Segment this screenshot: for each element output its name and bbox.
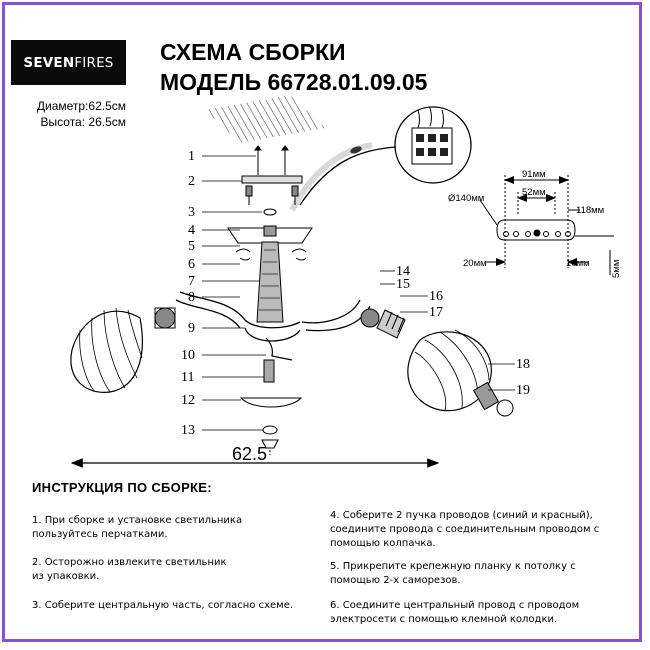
callout-9: 9 bbox=[188, 321, 195, 336]
callout-2: 2 bbox=[188, 174, 195, 189]
ceiling-hatch bbox=[205, 95, 325, 143]
right-shade bbox=[361, 309, 513, 416]
plate-width-91: 91мм bbox=[522, 169, 546, 180]
instruction-step-5: 5. Прикрепите крепежную планку к потолку с помощью 2-х саморезов. bbox=[330, 561, 576, 586]
callout-10: 10 bbox=[181, 348, 195, 363]
callout-11: 11 bbox=[181, 370, 195, 385]
callout-leaders-left bbox=[202, 156, 266, 430]
mounting-plate-detail bbox=[480, 175, 614, 275]
diameter-text: Диаметр:62.5см bbox=[36, 99, 126, 113]
callout-7: 7 bbox=[188, 274, 195, 289]
brand-logo-thin: FIRES bbox=[74, 54, 114, 71]
callout-8: 8 bbox=[188, 290, 195, 305]
callout-5: 5 bbox=[188, 239, 195, 254]
callout-6: 6 bbox=[188, 257, 195, 272]
instruction-step-2: 2. Осторожно извлеките светильник из упаковки. bbox=[32, 557, 227, 582]
height-text: Высота: 26.5см bbox=[40, 115, 126, 129]
center-lower-parts bbox=[241, 338, 301, 455]
callout-3: 3 bbox=[188, 205, 195, 220]
callout-1: 1 bbox=[188, 149, 195, 164]
callout-18: 18 bbox=[516, 357, 530, 372]
callout-13: 13 bbox=[181, 423, 195, 438]
instruction-step-6: 6. Соедините центральный провод с проводом электросети с помощью клемной колодки. bbox=[330, 600, 580, 625]
callout-19: 19 bbox=[516, 383, 530, 398]
plate-width-118: 118мм bbox=[576, 205, 605, 216]
callout-14: 14 bbox=[396, 264, 410, 279]
left-shade bbox=[71, 308, 175, 392]
plate-width-20: 20мм bbox=[463, 258, 487, 269]
instruction-step-4: 4. Соберите 2 пучка проводов (синий и красный), соедините провода с соединительным проводом с помощью колпачка. bbox=[330, 510, 600, 549]
plate-width-10: 10мм bbox=[566, 258, 590, 269]
plate-height-5: 5мм bbox=[611, 259, 622, 278]
callout-17: 17 bbox=[429, 305, 443, 320]
callout-16: 16 bbox=[429, 289, 443, 304]
brand-logo-bold: SEVEN bbox=[23, 54, 75, 71]
plate-width-52: 52мм bbox=[522, 187, 546, 198]
instruction-step-1: 1. При сборке и установке светильника пользуйтесь перчатками. bbox=[32, 515, 243, 540]
title-line-1: СХЕМА СБОРКИ bbox=[160, 39, 346, 65]
callout-4: 4 bbox=[188, 223, 195, 238]
title-line-2: МОДЕЛЬ 66728.01.09.05 bbox=[160, 69, 428, 95]
callout-12: 12 bbox=[181, 393, 195, 408]
width-label: 62.5 bbox=[232, 444, 268, 464]
instruction-step-3: 3. Соберите центральную часть, согласно схеме. bbox=[32, 600, 294, 611]
instructions-title: ИНСТРУКЦИЯ ПО СБОРКЕ: bbox=[32, 480, 212, 495]
plate-diameter: Ø140мм bbox=[448, 193, 485, 204]
callout-15: 15 bbox=[396, 277, 410, 292]
mounting-assembly bbox=[228, 146, 312, 322]
connector-zoom-detail bbox=[395, 107, 471, 183]
